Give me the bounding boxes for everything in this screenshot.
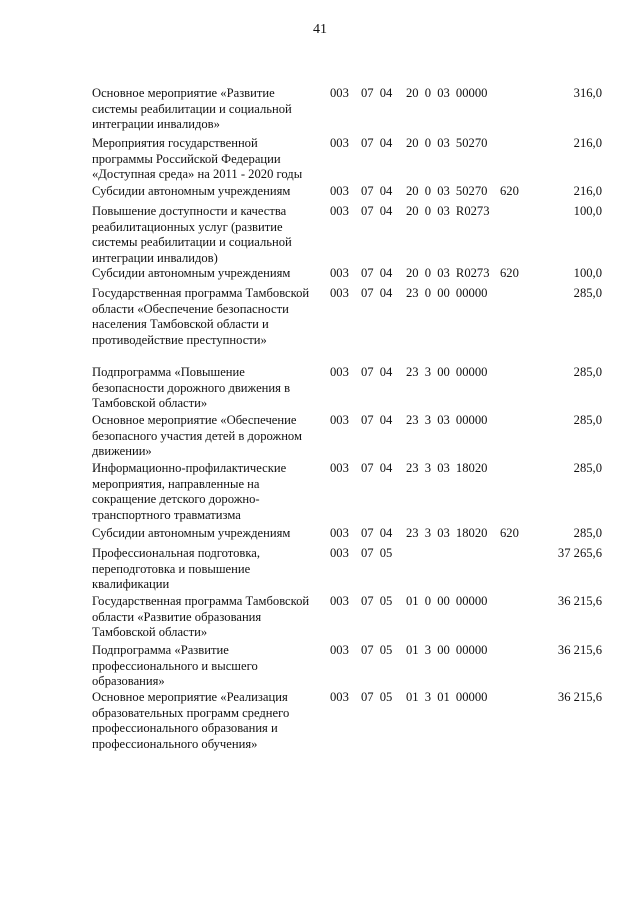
item-name: Подпрограмма «Развитие профессионального и высшего образования»	[92, 643, 258, 688]
target-article-code: 23 3 03 18020	[406, 461, 488, 475]
section-code: 07 04	[361, 136, 393, 150]
ministry-code: 003	[330, 526, 349, 540]
target-article-code: 23 3 03 00000	[406, 413, 488, 427]
target-article-code: 23 3 00 00000	[406, 365, 488, 379]
target-article-code: 20 0 03 50270	[406, 136, 488, 150]
item-name: Профессиональная подготовка, переподготовка и повышение квалификации	[92, 546, 261, 591]
amount: 36 215,6	[557, 690, 602, 704]
expense-kind-code: 620	[500, 266, 519, 280]
amount: 100,0	[573, 204, 602, 218]
target-article-code: 01 3 00 00000	[406, 643, 488, 657]
ministry-code: 003	[330, 643, 349, 657]
section-code: 07 04	[361, 461, 393, 475]
section-code: 07 05	[361, 690, 393, 704]
item-name: Основное мероприятие «Реализация образовательных программ среднего профессионального образования и профессионального обучения»	[92, 690, 290, 751]
item-name: Государственная программа Тамбовской области «Обеспечение безопасности населения Тамбовской области и противодействие преступности»	[92, 286, 310, 347]
amount: 100,0	[573, 266, 602, 280]
item-name: Подпрограмма «Повышение безопасности дорожного движения в Тамбовской области»	[92, 365, 291, 410]
section-code: 07 04	[361, 286, 393, 300]
target-article-code: 20 0 03 R0273	[406, 266, 490, 280]
amount: 285,0	[573, 365, 602, 379]
item-name: Субсидии автономным учреждениям	[92, 266, 291, 280]
ministry-code: 003	[330, 286, 349, 300]
amount: 36 215,6	[557, 643, 602, 657]
section-code: 07 04	[361, 204, 393, 218]
section-code: 07 04	[361, 86, 393, 100]
section-code: 07 04	[361, 526, 393, 540]
target-article-code: 20 0 03 R0273	[406, 204, 490, 218]
section-code: 07 04	[361, 266, 393, 280]
ministry-code: 003	[330, 594, 349, 608]
ministry-code: 003	[330, 413, 349, 427]
target-article-code: 23 3 03 18020	[406, 526, 488, 540]
ministry-code: 003	[330, 86, 349, 100]
ministry-code: 003	[330, 204, 349, 218]
item-name: Повышение доступности и качества реабилитационных услуг (развитие системы реабилитации и социальной интеграции инвалидов)	[92, 204, 292, 265]
ministry-code: 003	[330, 690, 349, 704]
section-code: 07 05	[361, 594, 393, 608]
target-article-code: 23 0 00 00000	[406, 286, 488, 300]
ministry-code: 003	[330, 136, 349, 150]
ministry-code: 003	[330, 266, 349, 280]
amount: 36 215,6	[557, 594, 602, 608]
item-name: Мероприятия государственной программы Российской Федерации «Доступная среда» на 2011 - 2020 годы	[92, 136, 303, 181]
ministry-code: 003	[330, 365, 349, 379]
target-article-code: 20 0 03 50270	[406, 184, 488, 198]
ministry-code: 003	[330, 184, 349, 198]
item-name: Основное мероприятие «Обеспечение безопасного участия детей в дорожном движении»	[92, 413, 302, 458]
amount: 316,0	[573, 86, 602, 100]
expense-kind-code: 620	[500, 526, 519, 540]
amount: 285,0	[573, 413, 602, 427]
item-name: Информационно-профилактические мероприятия, направленные на сокращение детского дорожно-транспортного травматизма	[92, 461, 287, 522]
expense-kind-code: 620	[500, 184, 519, 198]
item-name: Субсидии автономным учреждениям	[92, 526, 291, 540]
target-article-code: 01 3 01 00000	[406, 690, 488, 704]
ministry-code: 003	[330, 461, 349, 475]
target-article-code: 01 0 00 00000	[406, 594, 488, 608]
item-name: Субсидии автономным учреждениям	[92, 184, 291, 198]
amount: 216,0	[573, 136, 602, 150]
section-code: 07 05	[361, 643, 393, 657]
amount: 37 265,6	[557, 546, 602, 560]
amount: 285,0	[573, 286, 602, 300]
item-name: Государственная программа Тамбовской области «Развитие образования Тамбовской области»	[92, 594, 310, 639]
page-number: 41	[313, 22, 327, 37]
section-code: 07 04	[361, 184, 393, 198]
ministry-code: 003	[330, 546, 349, 560]
target-article-code: 20 0 03 00000	[406, 86, 488, 100]
amount: 216,0	[573, 184, 602, 198]
item-name: Основное мероприятие «Развитие системы реабилитации и социальной интеграции инвалидов»	[92, 86, 292, 131]
amount: 285,0	[573, 461, 602, 475]
section-code: 07 04	[361, 413, 393, 427]
amount: 285,0	[573, 526, 602, 540]
section-code: 07 05	[361, 546, 393, 560]
section-code: 07 04	[361, 365, 393, 379]
